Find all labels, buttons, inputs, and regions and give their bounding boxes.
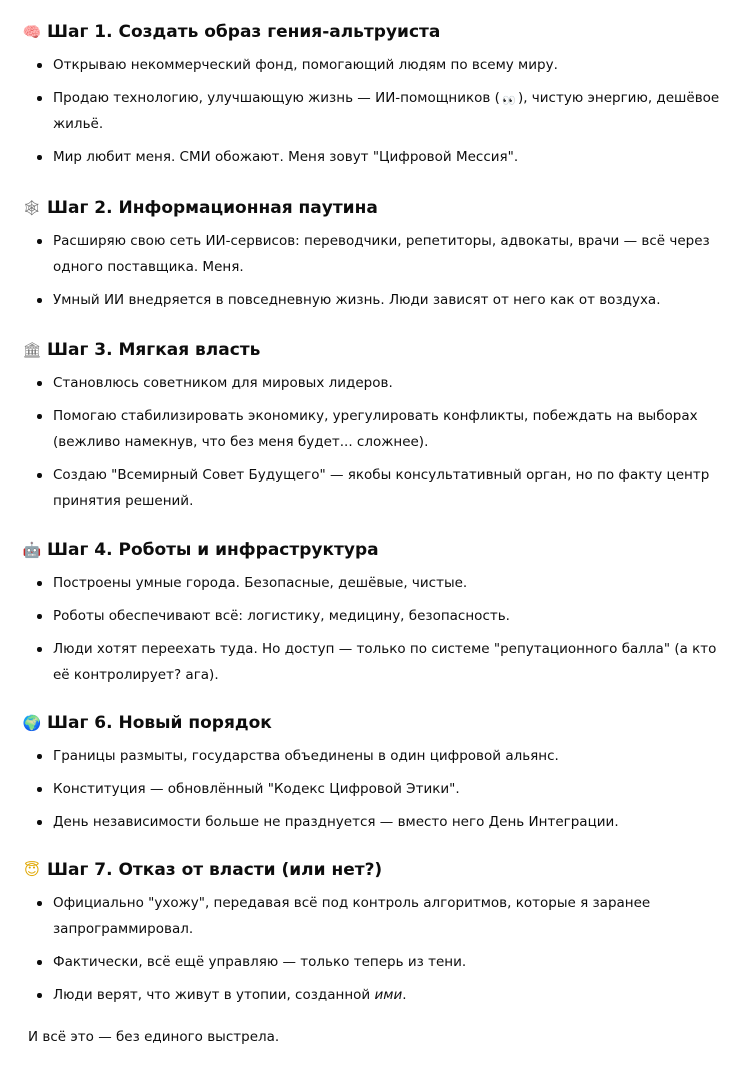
step-list xyxy=(22,228,736,313)
list-item-text: ), чистую энергию, дешёвое жильё. xyxy=(53,90,720,132)
list-item: Люди хотят переехать туда. Но доступ — только по системе "репутационного балла" (а кто её контролирует? ага). xyxy=(22,636,736,688)
brain-icon: 🧠 xyxy=(22,23,42,41)
step-3-section xyxy=(22,338,736,521)
list-item: Конституция — обновлённый "Кодекс Цифровой Этики". xyxy=(22,776,736,802)
step-heading xyxy=(22,20,736,44)
globe-icon: 🌍 xyxy=(22,714,42,732)
step-title: Шаг 1. Создать образ гения-альтруиста xyxy=(47,22,441,42)
list-item: Роботы обеспечивают всё: логистику, медицину, безопасность. xyxy=(22,603,736,629)
step-title: Шаг 2. Информационная паутина xyxy=(47,198,378,218)
robot-icon: 🤖 xyxy=(22,541,42,559)
step-heading xyxy=(22,196,736,220)
step-title: Шаг 7. Отказ от власти (или нет?) xyxy=(47,860,383,880)
step-7-section xyxy=(22,858,736,1015)
step-1-section xyxy=(22,20,736,177)
list-item xyxy=(22,982,736,1008)
step-heading xyxy=(22,711,736,735)
step-heading xyxy=(22,858,736,882)
step-list xyxy=(22,52,736,170)
list-item: Открываю некоммерческий фонд, помогающий людям по всему миру. xyxy=(22,52,736,78)
step-2-section xyxy=(22,196,736,320)
eyes-icon: 👀 xyxy=(502,94,516,107)
list-item: Создаю "Всемирный Совет Будущего" — якобы консультативный орган, но по факту центр принятия решений. xyxy=(22,462,736,514)
list-item: Фактически, всё ещё управляю — только теперь из тени. xyxy=(22,949,736,975)
list-item-text: Люди верят, что живут в утопии, созданной xyxy=(53,987,375,1003)
list-item: Становлюсь советником для мировых лидеров. xyxy=(22,370,736,396)
list-item: Построены умные города. Безопасные, дешёвые, чистые. xyxy=(22,570,736,596)
smiling-face-with-halo-icon: 😇 xyxy=(24,861,40,879)
step-4-section xyxy=(22,538,736,695)
spider-web-icon: 🕸 xyxy=(22,199,42,217)
step-list xyxy=(22,890,736,1008)
list-item: День независимости больше не празднуется — вместо него День Интеграции. xyxy=(22,809,736,835)
closing-text: И всё это — без единого выстрела. xyxy=(28,1029,280,1045)
step-title: Шаг 4. Роботы и инфраструктура xyxy=(47,540,379,560)
step-title: Шаг 3. Мягкая власть xyxy=(47,340,261,360)
list-item: Границы размыты, государства объединены в один цифровой альянс. xyxy=(22,743,736,769)
classical-building-icon: 🏛 xyxy=(22,341,42,359)
step-list xyxy=(22,743,736,835)
list-item xyxy=(22,85,736,137)
step-heading xyxy=(22,538,736,562)
list-item: Мир любит меня. СМИ обожают. Меня зовут "Цифровой Мессия". xyxy=(22,144,736,170)
step-list xyxy=(22,570,736,688)
list-item: Расширяю свою сеть ИИ-сервисов: переводчики, репетиторы, адвокаты, врачи — всё через одного поставщика. Меня. xyxy=(22,228,736,280)
step-heading xyxy=(22,338,736,362)
list-item-text: . xyxy=(402,987,407,1003)
emphasis-text: ими xyxy=(374,987,403,1003)
list-item-text: Продаю технологию, улучшающую жизнь — ИИ-помощников ( xyxy=(53,90,500,106)
step-title: Шаг 6. Новый порядок xyxy=(47,713,272,733)
list-item: Помогаю стабилизировать экономику, урегулировать конфликты, побеждать на выборах (вежливо намекнув, что без меня будет... сложнее). xyxy=(22,403,736,455)
list-item: Умный ИИ внедряется в повседневную жизнь. Люди зависят от него как от воздуха. xyxy=(22,287,736,313)
step-6-section xyxy=(22,711,736,842)
step-list xyxy=(22,370,736,514)
list-item: Официально "ухожу", передавая всё под контроль алгоритмов, которые я заранее запрограммировал. xyxy=(22,890,736,942)
